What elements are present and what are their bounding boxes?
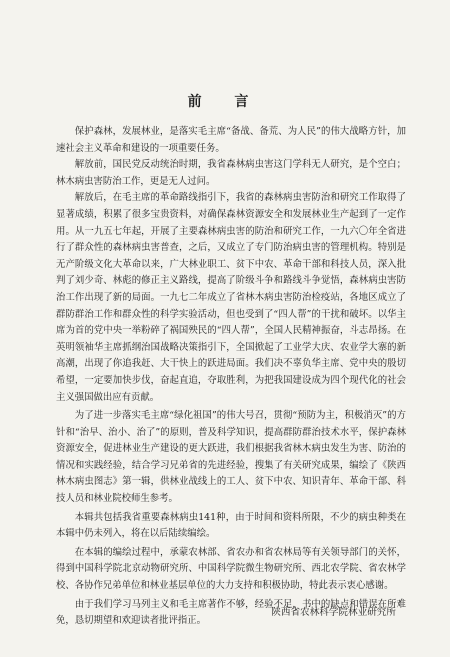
paragraph-5: 本辑共包括我省重要森林病虫141种，由于时间和资料所限，不少的病虫种类在本辑中仍未列入，将在以后陆续编绘。 [56,511,406,540]
paragraph-2: 解放前，国民党反动统治时期，我省森林病虫害这门学科无人研究，是个空白；林木病虫害防治工作，更是无人过问。 [56,159,406,187]
paragraph-7: 由于我们学习马列主义和毛主席著作不够，经验不足，书中的缺点和错误在所难免，恳切期望和欢迎读者批评指正。 [56,598,406,627]
paragraph-6: 在本辑的编绘过程中，承蒙农林部、省农办和省农林局等有关领导部门的关怀，得到中国科学院北京动物研究所、中国科学院微生物研究所、西北农学院、省农林学校、各协作兄弟单位和林业基层单位的大力支持和积极协助，特此表示衷心感谢。 [56,546,406,592]
preface-body [56,124,406,630]
paragraph-3: 解放后，在毛主席的革命路线指引下，我省的森林病虫害防治和研究工作取得了显著成绩，积累了很多宝贵资料，对确保森林资源安全和发展林业生产起到了一定作用。从一九五七年起，开展了主要森林病虫害的防治和研究工作，一九六〇年全省进行了群众性的森林病虫害普查，之后，又成立了专门防治病虫害的管理机构。特别是无产阶级文化大革命以来，广大林业职工、贫下中农、革命干部和科技人员，深入批判了刘少奇、林彪的修正主义路线，提高了阶级斗争和路线斗争觉悟，森林病虫害防治工作出现了新的局面。一九七二年成立了省林木病虫害防治检疫站，各地区成立了群防群治工作和群众性的科学实验活动，但也受到了“四人帮”的干扰和破坏。以华主席为首的党中央一举粉碎了祸国殃民的“四人帮”，全国人民精神振奋，斗志昂扬。在英明领袖华主席抓纲治国战略决策指引下，全国掀起了工业学大庆、农业学大寨的新高潮，出现了你追我赶、大干快上的跃进局面。我们决不辜负华主席、党中央的殷切希望，一定要加快步伐，奋起直追，夺取胜利，为把我国建设成为四个现代化的社会主义强国做出应有贡献。 [56,192,406,403]
paragraph-4: 为了进一步落实毛主席“绿化祖国”的伟大号召，贯彻“预防为主，积极消灭”的方针和“治早、治小、治了”的原则，普及科学知识，提高群防群治技术水平，保护森林资源安全，促进林业生产建设的更大跃进，我们根据我省林木病虫发生为害、防治的情况和实践经验，结合学习兄弟省的先进经验，搜集了有关研究成果，编绘了《陕西林木病虫图志》第一辑，供林业战线上的工人、贫下中农、知识青年、革命干部、科技人员和林业院校师生参考。 [56,410,406,505]
page-title: 前 言 [187,94,263,110]
paragraph-1: 保护森林，发展林业，是落实毛主席“备战、备荒、为人民”的伟大战略方针，加速社会主义革命和建设的一项重要任务。 [56,126,406,154]
signature-institution: 陕西省农林科学院林业研究所 [271,607,396,618]
